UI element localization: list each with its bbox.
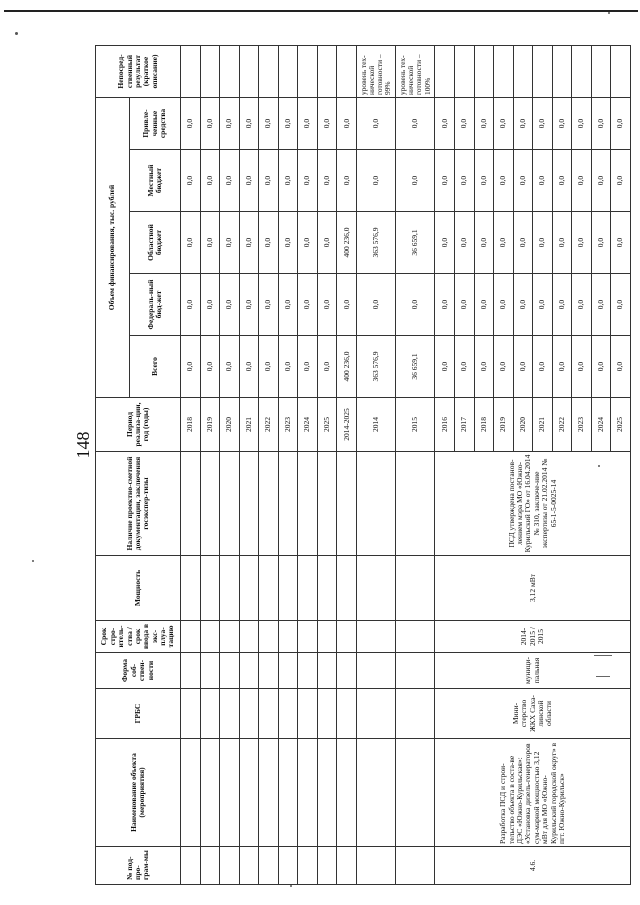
result-cell: [181, 46, 201, 98]
empty-cell: [239, 739, 259, 847]
table-row: [298, 46, 318, 885]
reg-cell: 0,0: [220, 212, 240, 274]
empty-cell: [259, 621, 279, 653]
scan-speck: [598, 465, 600, 467]
header-priv: Привле-ченные средства: [129, 98, 181, 150]
scan-mark: [596, 676, 610, 677]
result-cell: [572, 46, 592, 98]
empty-cell: [200, 847, 220, 885]
scan-speck: [290, 885, 292, 887]
header-term: Срок стро-итель-ства / срок ввода в экс-плуа-тацию: [96, 621, 181, 653]
table-row: [435, 46, 455, 885]
empty-cell: [200, 452, 220, 556]
total-cell: 0,0: [200, 336, 220, 398]
period-cell: 2019: [200, 398, 220, 452]
fed-cell: 0,0: [552, 274, 572, 336]
priv-cell: 0,0: [317, 98, 337, 150]
fed-cell: 0,0: [239, 274, 259, 336]
empty-cell: [317, 739, 337, 847]
priv-cell: 0,0: [513, 98, 533, 150]
top-rule: [4, 10, 638, 12]
header-name: Наименование объекта (мероприятия): [96, 739, 181, 847]
priv-cell: 0,0: [357, 98, 396, 150]
priv-cell: 0,0: [396, 98, 435, 150]
header-form: Форма соб-ствен-ности: [96, 653, 181, 689]
empty-cell: [357, 847, 396, 885]
empty-cell: [337, 653, 357, 689]
reg-cell: 36 659,1: [396, 212, 435, 274]
period-cell: 2018: [181, 398, 201, 452]
fed-cell: 0,0: [278, 274, 298, 336]
empty-cell: [396, 689, 435, 739]
empty-cell: [357, 653, 396, 689]
period-cell: 2021: [533, 398, 553, 452]
total-cell: 0,0: [591, 336, 611, 398]
total-cell: 0,0: [220, 336, 240, 398]
reg-cell: 0,0: [239, 212, 259, 274]
priv-cell: 0,0: [200, 98, 220, 150]
fed-cell: 0,0: [317, 274, 337, 336]
empty-cell: [220, 556, 240, 621]
empty-cell: [317, 653, 337, 689]
empty-cell: [357, 452, 396, 556]
empty-cell: [337, 621, 357, 653]
table-row: [239, 46, 259, 885]
table-row: [396, 46, 435, 885]
empty-cell: [259, 556, 279, 621]
empty-cell: [317, 556, 337, 621]
loc-cell: 0,0: [435, 150, 455, 212]
result-cell: уровень тех-нической готовности – 99%: [357, 46, 396, 98]
empty-cell: [220, 621, 240, 653]
empty-cell: [357, 556, 396, 621]
priv-cell: 0,0: [181, 98, 201, 150]
fed-cell: 0,0: [474, 274, 494, 336]
priv-cell: 0,0: [278, 98, 298, 150]
loc-cell: 0,0: [239, 150, 259, 212]
table-row: [337, 46, 357, 885]
empty-cell: [220, 739, 240, 847]
fed-cell: 0,0: [200, 274, 220, 336]
result-cell: [552, 46, 572, 98]
total-cell: 0,0: [474, 336, 494, 398]
loc-cell: 0,0: [591, 150, 611, 212]
empty-cell: [396, 653, 435, 689]
empty-cell: [317, 452, 337, 556]
table-row: [278, 46, 298, 885]
fed-cell: 0,0: [181, 274, 201, 336]
total-cell: 363 576,9: [357, 336, 396, 398]
empty-cell: [239, 621, 259, 653]
empty-cell: [298, 452, 318, 556]
result-cell: [513, 46, 533, 98]
fed-cell: 0,0: [357, 274, 396, 336]
priv-cell: 0,0: [298, 98, 318, 150]
table-row: [357, 46, 396, 885]
total-cell: 0,0: [533, 336, 553, 398]
header-funding: Объем финансирования, тыс. рублей: [96, 98, 130, 398]
priv-cell: 0,0: [220, 98, 240, 150]
empty-cell: [337, 689, 357, 739]
priv-cell: 0,0: [533, 98, 553, 150]
scan-speck: [608, 12, 610, 14]
period-cell: 2021: [239, 398, 259, 452]
loc-cell: 0,0: [278, 150, 298, 212]
reg-cell: 0,0: [298, 212, 318, 274]
empty-cell: [357, 621, 396, 653]
empty-cell: [239, 847, 259, 885]
loc-cell: 0,0: [513, 150, 533, 212]
result-cell: [317, 46, 337, 98]
period-cell: 2018: [474, 398, 494, 452]
priv-cell: 0,0: [337, 98, 357, 150]
period-cell: 2020: [220, 398, 240, 452]
loc-cell: 0,0: [474, 150, 494, 212]
empty-cell: [239, 653, 259, 689]
period-cell: 2024: [298, 398, 318, 452]
total-cell: 36 659,1: [396, 336, 435, 398]
period-cell: 2023: [278, 398, 298, 452]
header-total: Всего: [129, 336, 181, 398]
priv-cell: 0,0: [259, 98, 279, 150]
header-fed: Федераль-ный бюд-жет: [129, 274, 181, 336]
reg-cell: 0,0: [474, 212, 494, 274]
total-cell: 0,0: [494, 336, 514, 398]
empty-cell: [337, 452, 357, 556]
period-cell: 2023: [572, 398, 592, 452]
total-cell: 0,0: [611, 336, 631, 398]
reg-cell: 0,0: [513, 212, 533, 274]
header-period: Период реализа-ции, год (годы): [96, 398, 181, 452]
period-cell: 2014-2025: [337, 398, 357, 452]
loc-cell: 0,0: [317, 150, 337, 212]
period-cell: 2019: [494, 398, 514, 452]
result-cell: [533, 46, 553, 98]
fed-cell: 0,0: [435, 274, 455, 336]
empty-cell: [200, 653, 220, 689]
period-cell: 2015: [396, 398, 435, 452]
empty-cell: [259, 452, 279, 556]
empty-cell: [298, 739, 318, 847]
reg-cell: 0,0: [454, 212, 474, 274]
empty-cell: [317, 689, 337, 739]
empty-cell: [220, 653, 240, 689]
reg-cell: 0,0: [533, 212, 553, 274]
empty-cell: [278, 739, 298, 847]
fed-cell: 0,0: [298, 274, 318, 336]
item-form: муници-пальная: [435, 653, 631, 689]
empty-cell: [298, 556, 318, 621]
empty-cell: [357, 739, 396, 847]
loc-cell: 0,0: [572, 150, 592, 212]
loc-cell: 0,0: [337, 150, 357, 212]
empty-cell: [317, 621, 337, 653]
empty-cell: [239, 452, 259, 556]
reg-cell: 0,0: [259, 212, 279, 274]
fed-cell: 0,0: [454, 274, 474, 336]
empty-cell: [259, 653, 279, 689]
result-cell: [591, 46, 611, 98]
item-grbs: Мини-стерство ЖКХ Саха-линской области: [435, 689, 631, 739]
total-cell: 0,0: [552, 336, 572, 398]
period-cell: 2025: [317, 398, 337, 452]
reg-cell: 0,0: [181, 212, 201, 274]
funding-table: [95, 45, 631, 885]
empty-cell: [396, 739, 435, 847]
period-cell: 2025: [611, 398, 631, 452]
loc-cell: 0,0: [220, 150, 240, 212]
empty-cell: [278, 689, 298, 739]
priv-cell: 0,0: [494, 98, 514, 150]
priv-cell: 0,0: [572, 98, 592, 150]
header-reg: Областной бюджет: [129, 212, 181, 274]
empty-cell: [396, 621, 435, 653]
loc-cell: 0,0: [611, 150, 631, 212]
fed-cell: 0,0: [611, 274, 631, 336]
empty-cell: [396, 847, 435, 885]
loc-cell: 0,0: [396, 150, 435, 212]
reg-cell: 0,0: [552, 212, 572, 274]
reg-cell: 0,0: [494, 212, 514, 274]
loc-cell: 0,0: [454, 150, 474, 212]
loc-cell: 0,0: [533, 150, 553, 212]
empty-cell: [200, 621, 220, 653]
fed-cell: 0,0: [572, 274, 592, 336]
empty-cell: [220, 452, 240, 556]
total-cell: 0,0: [572, 336, 592, 398]
total-cell: 0,0: [278, 336, 298, 398]
table-row: [220, 46, 240, 885]
reg-cell: 0,0: [591, 212, 611, 274]
empty-cell: [200, 556, 220, 621]
reg-cell: 0,0: [278, 212, 298, 274]
table-frame: [95, 45, 631, 885]
fed-cell: 0,0: [337, 274, 357, 336]
item-power: 3,12 мВт: [435, 556, 631, 621]
total-cell: 0,0: [259, 336, 279, 398]
priv-cell: 0,0: [552, 98, 572, 150]
period-cell: 2020: [513, 398, 533, 452]
header-row: [96, 46, 130, 885]
empty-cell: [259, 739, 279, 847]
empty-cell: [220, 847, 240, 885]
header-no: № под-про-грам-мы: [96, 847, 181, 885]
fed-cell: 0,0: [494, 274, 514, 336]
result-cell: [337, 46, 357, 98]
period-cell: 2014: [357, 398, 396, 452]
rotated-table: [95, 45, 631, 885]
priv-cell: 0,0: [239, 98, 259, 150]
result-cell: [259, 46, 279, 98]
empty-cell: [181, 689, 201, 739]
priv-cell: 0,0: [611, 98, 631, 150]
header-power: Мощность: [96, 556, 181, 621]
reg-cell: 0,0: [611, 212, 631, 274]
priv-cell: 0,0: [435, 98, 455, 150]
empty-cell: [278, 556, 298, 621]
result-cell: [200, 46, 220, 98]
priv-cell: 0,0: [454, 98, 474, 150]
scan-speck: [32, 560, 34, 562]
empty-cell: [317, 847, 337, 885]
period-cell: 2022: [259, 398, 279, 452]
item-name: Разработка ПСД и строи-тельство объекта в соста-ве ДЭС «Южно-Курильская»: «Установка дизель-генераторов сум-марной мощностью 3,12 мВт для МО «Южно-Курильский городской округ» в пгт. Южно-Курильск»: [435, 739, 631, 847]
fed-cell: 0,0: [591, 274, 611, 336]
fed-cell: 0,0: [220, 274, 240, 336]
empty-cell: [298, 689, 318, 739]
empty-cell: [298, 847, 318, 885]
empty-cell: [200, 739, 220, 847]
empty-cell: [396, 556, 435, 621]
total-cell: 0,0: [317, 336, 337, 398]
item-term: 2014-2015 / 2015: [435, 621, 631, 653]
table-row: [200, 46, 220, 885]
result-cell: [474, 46, 494, 98]
period-cell: 2016: [435, 398, 455, 452]
reg-cell: 0,0: [435, 212, 455, 274]
result-cell: [611, 46, 631, 98]
empty-cell: [298, 621, 318, 653]
total-cell: 0,0: [298, 336, 318, 398]
result-cell: [494, 46, 514, 98]
table-row: [259, 46, 279, 885]
total-cell: 0,0: [239, 336, 259, 398]
result-cell: [435, 46, 455, 98]
reg-cell: 0,0: [200, 212, 220, 274]
empty-cell: [239, 689, 259, 739]
fed-cell: 0,0: [259, 274, 279, 336]
empty-cell: [181, 739, 201, 847]
result-cell: уровень тех-нической готовности – 100%: [396, 46, 435, 98]
scan-speck: [15, 32, 18, 35]
empty-cell: [337, 847, 357, 885]
fed-cell: 0,0: [513, 274, 533, 336]
loc-cell: 0,0: [200, 150, 220, 212]
result-cell: [239, 46, 259, 98]
page-number: 148: [73, 431, 93, 459]
empty-cell: [278, 847, 298, 885]
item-no: 4.6.: [435, 847, 631, 885]
empty-cell: [181, 653, 201, 689]
loc-cell: 0,0: [298, 150, 318, 212]
reg-cell: 0,0: [317, 212, 337, 274]
total-cell: 0,0: [454, 336, 474, 398]
fed-cell: 0,0: [533, 274, 553, 336]
period-cell: 2022: [552, 398, 572, 452]
table-row: [317, 46, 337, 885]
empty-cell: [220, 689, 240, 739]
loc-cell: 0,0: [494, 150, 514, 212]
empty-cell: [181, 621, 201, 653]
header-docs: Наличие проектно-сметной документации, заключения госэкспер-тизы: [96, 452, 181, 556]
period-cell: 2017: [454, 398, 474, 452]
empty-cell: [357, 689, 396, 739]
scan-mark: [594, 655, 612, 656]
empty-cell: [298, 653, 318, 689]
empty-cell: [337, 739, 357, 847]
reg-cell: 0,0: [572, 212, 592, 274]
total-cell: 0,0: [435, 336, 455, 398]
empty-cell: [337, 556, 357, 621]
header-result: Непосред-ственный результат (краткое описание): [96, 46, 181, 98]
empty-cell: [181, 847, 201, 885]
priv-cell: 0,0: [474, 98, 494, 150]
loc-cell: 0,0: [259, 150, 279, 212]
item-docs: ПСД утверждена постанов-лением мэра МО «Южно-Курильский ГО» от 16.04.2014 № 310, заключе-ние экспертизы от 21.02.2014 № 65-1-5-0025-14: [435, 452, 631, 556]
result-cell: [220, 46, 240, 98]
empty-cell: [259, 847, 279, 885]
empty-cell: [181, 556, 201, 621]
result-cell: [454, 46, 474, 98]
total-cell: 0,0: [181, 336, 201, 398]
result-cell: [278, 46, 298, 98]
table-row: [181, 46, 201, 885]
empty-cell: [278, 653, 298, 689]
empty-cell: [278, 621, 298, 653]
header-loc: Местный бюджет: [129, 150, 181, 212]
reg-cell: 400 236,0: [337, 212, 357, 274]
empty-cell: [239, 556, 259, 621]
header-grbs: ГРБС: [96, 689, 181, 739]
empty-cell: [200, 689, 220, 739]
total-cell: 0,0: [513, 336, 533, 398]
empty-cell: [396, 452, 435, 556]
total-cell: 400 236,0: [337, 336, 357, 398]
loc-cell: 0,0: [552, 150, 572, 212]
empty-cell: [181, 452, 201, 556]
result-cell: [298, 46, 318, 98]
period-cell: 2024: [591, 398, 611, 452]
priv-cell: 0,0: [591, 98, 611, 150]
empty-cell: [259, 689, 279, 739]
loc-cell: 0,0: [357, 150, 396, 212]
empty-cell: [278, 452, 298, 556]
loc-cell: 0,0: [181, 150, 201, 212]
fed-cell: 0,0: [396, 274, 435, 336]
reg-cell: 363 576,9: [357, 212, 396, 274]
